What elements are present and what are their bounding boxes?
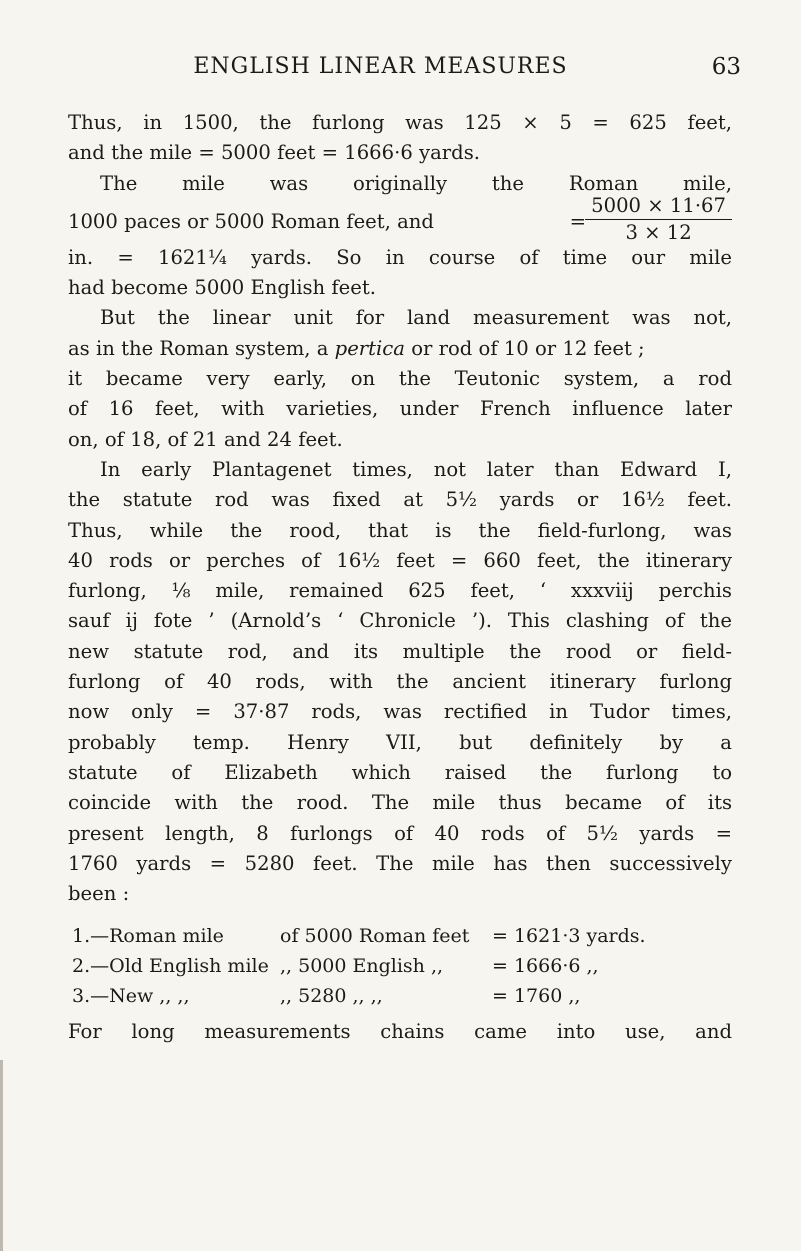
- text-line: 1000 paces or 5000 Roman feet, and: [68, 209, 434, 233]
- fraction: [585, 193, 732, 246]
- italic-term: pertica: [334, 336, 405, 360]
- text-line: In early Plantagenet times, not later than Edward I,: [100, 457, 732, 481]
- text-line: sauf ij fote ’ (Arnold’s ‘ Chronicle ’). This clashing of the: [68, 609, 732, 633]
- text-line: Thus, in 1500, the furlong was 125 × 5 = 625 feet,: [68, 111, 732, 134]
- equals-sign: =: [569, 209, 586, 233]
- page-number: 63: [711, 54, 741, 80]
- text-line: statute of Elizabeth which raised the furlong to: [68, 760, 732, 784]
- running-title: ENGLISH LINEAR MEASURES: [193, 54, 568, 79]
- fraction-line: [68, 193, 732, 244]
- table-cell-of: of 5000 Roman feet: [280, 925, 470, 948]
- table-cell-eq: = 1760 ,,: [492, 985, 581, 1008]
- text-line: been :: [68, 882, 130, 906]
- table-cell-eq: = 1666·6 ,,: [492, 955, 599, 978]
- text-line: had become 5000 English feet.: [68, 276, 376, 300]
- text-line: new statute rod, and its multiple the rood or field-: [68, 639, 732, 663]
- table-cell-eq: = 1621·3 yards.: [492, 925, 646, 948]
- table-cell-label: 2.—Old English mile: [72, 955, 269, 978]
- text-line: probably temp. Henry VII, but definitely by a: [68, 730, 732, 754]
- text-line: the statute rod was fixed at 5½ yards or 16½ feet.: [68, 488, 732, 512]
- text-line: coincide with the rood. The mile thus became of its: [68, 791, 732, 815]
- text-line: [68, 334, 732, 364]
- text-line: present length, 8 furlongs of 40 rods of 5½ yards =: [68, 821, 732, 845]
- page-edge-shadow: [0, 1060, 3, 1251]
- text-line: The mile was originally the Roman mile,: [100, 171, 732, 195]
- table-cell-of: ,, 5280 ,, ,,: [280, 985, 383, 1008]
- text-line: 40 rods or perches of 16½ feet = 660 feet, the itinerary: [68, 548, 732, 572]
- table-row: [68, 921, 732, 951]
- text-line: furlong, ⅛ mile, remained 625 feet, ‘ xxxviij perchis: [68, 579, 732, 603]
- text-line: of 16 feet, with varieties, under French influence later: [68, 397, 732, 421]
- table-cell-label: 3.—New ,, ,,: [72, 985, 190, 1008]
- mile-table: [68, 921, 732, 1011]
- text-line: furlong of 40 rods, with the ancient itinerary furlong: [68, 670, 732, 694]
- text-fragment: as in the Roman system, a: [68, 336, 335, 360]
- table-cell-of: ,, 5000 English ,,: [280, 955, 444, 978]
- text-line: For long measurements chains came into use, and: [68, 1020, 732, 1044]
- table-cell-label: 1.—Roman mile: [72, 925, 224, 948]
- fraction-denominator: 3 × 12: [625, 220, 692, 244]
- page-header: [60, 54, 741, 90]
- text-line: But the linear unit for land measurement was not,: [100, 306, 732, 330]
- text-fragment: or rod of 10 or 12 feet ;: [404, 336, 645, 360]
- text-line: in. = 1621¼ yards. So in course of time our mile: [68, 245, 732, 269]
- text-line: now only = 37·87 rods, was rectified in Tudor times,: [68, 700, 732, 724]
- body-text: [68, 108, 732, 1048]
- fraction-numerator: 5000 × 11·67: [585, 193, 732, 220]
- table-row: [68, 981, 732, 1011]
- text-line: and the mile = 5000 feet = 1666·6 yards.: [68, 141, 480, 165]
- text-line: it became very early, on the Teutonic system, a rod: [68, 367, 732, 391]
- text-line: on, of 18, of 21 and 24 feet.: [68, 427, 343, 451]
- text-line: Thus, while the rood, that is the field-furlong, was: [68, 518, 732, 542]
- table-row: [68, 951, 732, 981]
- text-line: 1760 yards = 5280 feet. The mile has then successively: [68, 851, 732, 875]
